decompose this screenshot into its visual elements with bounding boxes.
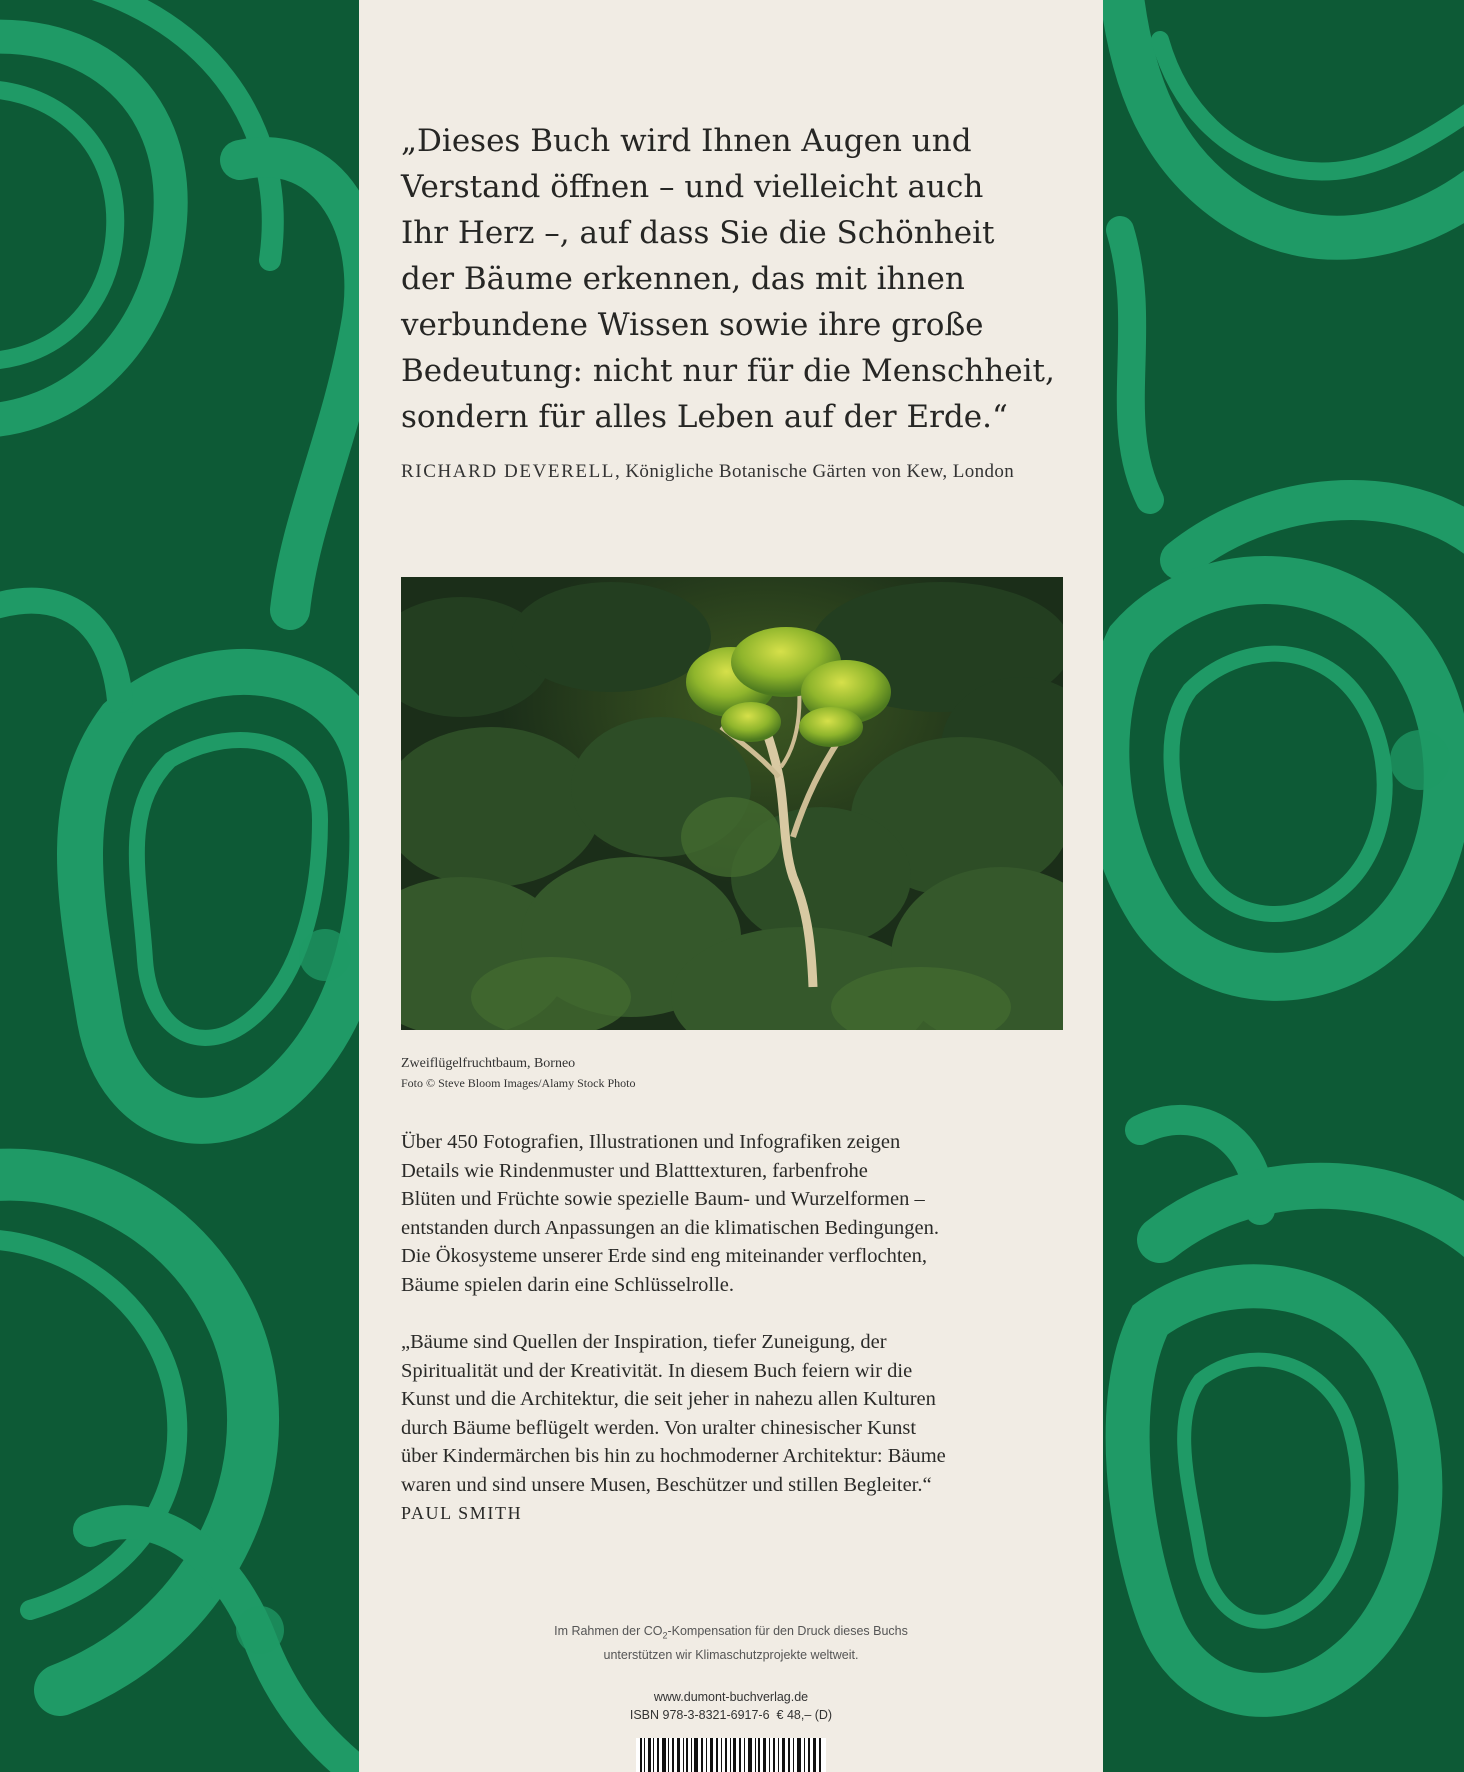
rainforest-photo — [401, 577, 1063, 1030]
quote-affiliation: , Königliche Botanische Gärten von Kew, London — [615, 461, 1015, 482]
description-paragraph: Über 450 Fotografien, Illustrationen und Infografiken zeigen Details wie Rindenmuster und Blatttexturen, farbenfrohe Blüten und Früchte sowie spezielle Baum- und Wurzelformen – entstanden durch Anpassungen an die klimatischen Bedingungen. Die Ökosysteme unserer Erde sind eng miteinander verflochten, Bäume spielen darin eine Schlüsselrolle. — [401, 1131, 940, 1296]
smith-quote: „Bäume sind Quellen der Inspiration, tiefer Zuneigung, der Spiritualität und der Kreativität. In diesem Buch feiern wir die Kunst und die Architektur, die seit jeher in nahezu allen Kulturen durch Bäume beflügelt werden. Von uralter chinesischer Kunst über Kindermärchen bis hin zu hochmoderner Architektur: Bäume waren und sind unsere Musen, Beschützer und stillen Begleiter.“ — [401, 1331, 946, 1496]
barcode — [636, 1738, 826, 1772]
caption-credit: Foto © Steve Bloom Images/Alamy Stock Photo — [401, 1076, 636, 1090]
publisher-website: www.dumont-buchverlag.de — [653, 1690, 809, 1704]
photo-caption — [401, 1054, 1063, 1092]
deverell-quote: „Dieses Buch wird Ihnen Augen und Verstand öffnen – und vielleicht auch Ihr Herz –, auf dass Sie die Schönheit der Bäume erkennen, das mit ihnen verbundene Wissen sowie ihre große Bedeutung: nicht nur für die Menschheit, sondern für alles Leben auf der Erde.“ — [401, 123, 1055, 435]
publisher-info — [359, 1688, 1103, 1724]
isbn: ISBN 978-3-8321-6917-6 — [629, 1708, 770, 1722]
caption-title: Zweiflügelfruchtbaum, Borneo — [401, 1056, 576, 1071]
co2-notice: Im Rahmen der $CO_2$-Kompensation für den Druck dieses Buchs unterstützen wir Klimaschutzprojekte weltweit. — [554, 1624, 908, 1662]
text-panel — [359, 0, 1103, 1772]
price: € 48,– (D) — [776, 1708, 833, 1722]
isbn-price — [359, 1706, 1103, 1724]
quote-author: RICHARD DEVERELL — [401, 461, 616, 482]
smith-quote-author: PAUL SMITH — [401, 1503, 523, 1523]
quote-attribution — [401, 461, 1081, 483]
